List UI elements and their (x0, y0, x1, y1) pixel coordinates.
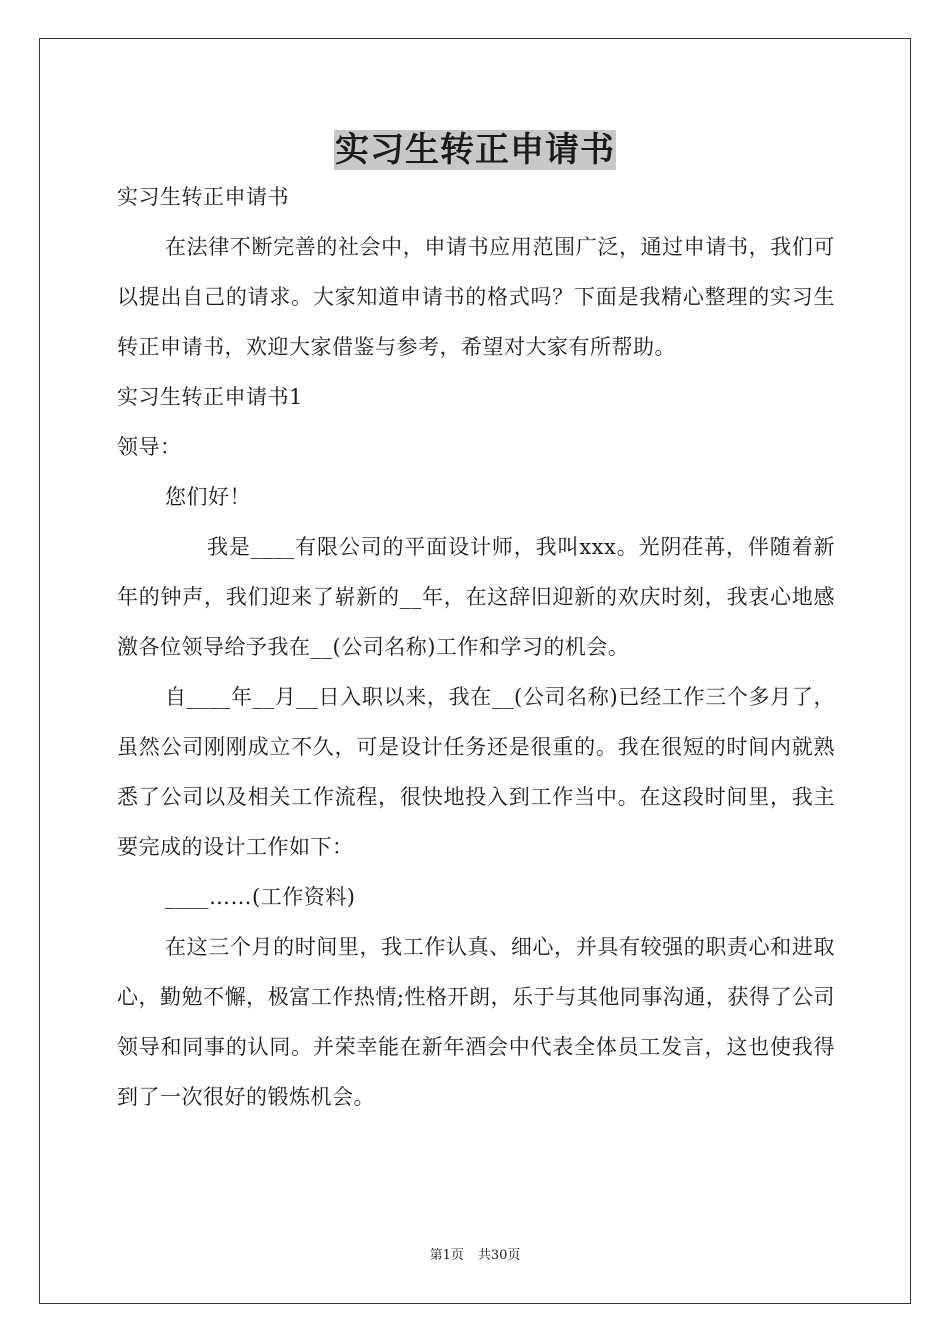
intro-paragraph: 在法律不断完善的社会中，申请书应用范围广泛，通过申请书，我们可以提出自己的请求。大家知道申请书的格式吗？下面是我精心整理的实习生转正申请书，欢迎大家借鉴与参考，希望对大家有所帮助。 (117, 235, 835, 359)
work-content-line: ____……(工作资料) (165, 885, 356, 909)
page-number: 第1页 (429, 1248, 464, 1263)
body-paragraph-1: 我是____有限公司的平面设计师，我叫xxx。光阴荏苒，伴随着新年的钟声，我们迎来了崭新的__年，在这辞旧迎新的欢庆时刻，我衷心地感激各位领导给予我在__(公司名称)工作和学习的机会。 (117, 535, 835, 659)
section-heading: 实习生转正申请书1 (117, 385, 303, 409)
page-footer (0, 1247, 950, 1265)
document-title (0, 128, 950, 172)
greeting: 您们好！ (165, 485, 251, 509)
body-paragraph-3: 在这三个月的时间里，我工作认真、细心，并具有较强的职责心和进取心，勤勉不懈，极富工作热情;性格开朗，乐于与其他同事沟通，获得了公司领导和同事的认同。并荣幸能在新年酒会中代表全体员工发言，这也使我得到了一次很好的锻炼机会。 (117, 935, 835, 1109)
body-paragraph-2: 自____年__月__日入职以来，我在__(公司名称)已经工作三个多月了，虽然公司刚刚成立不久，可是设计任务还是很重的。我在很短的时间内就熟悉了公司以及相关工作流程，很快地投入到工作当中。在这段时间里，我主要完成的设计工作如下： (117, 685, 835, 859)
document-body (117, 172, 835, 1122)
document-title-text: 实习生转正申请书 (335, 130, 615, 170)
salutation: 领导： (117, 435, 182, 459)
subtitle-paragraph: 实习生转正申请书 (117, 185, 289, 209)
page-total: 共30页 (477, 1248, 521, 1263)
